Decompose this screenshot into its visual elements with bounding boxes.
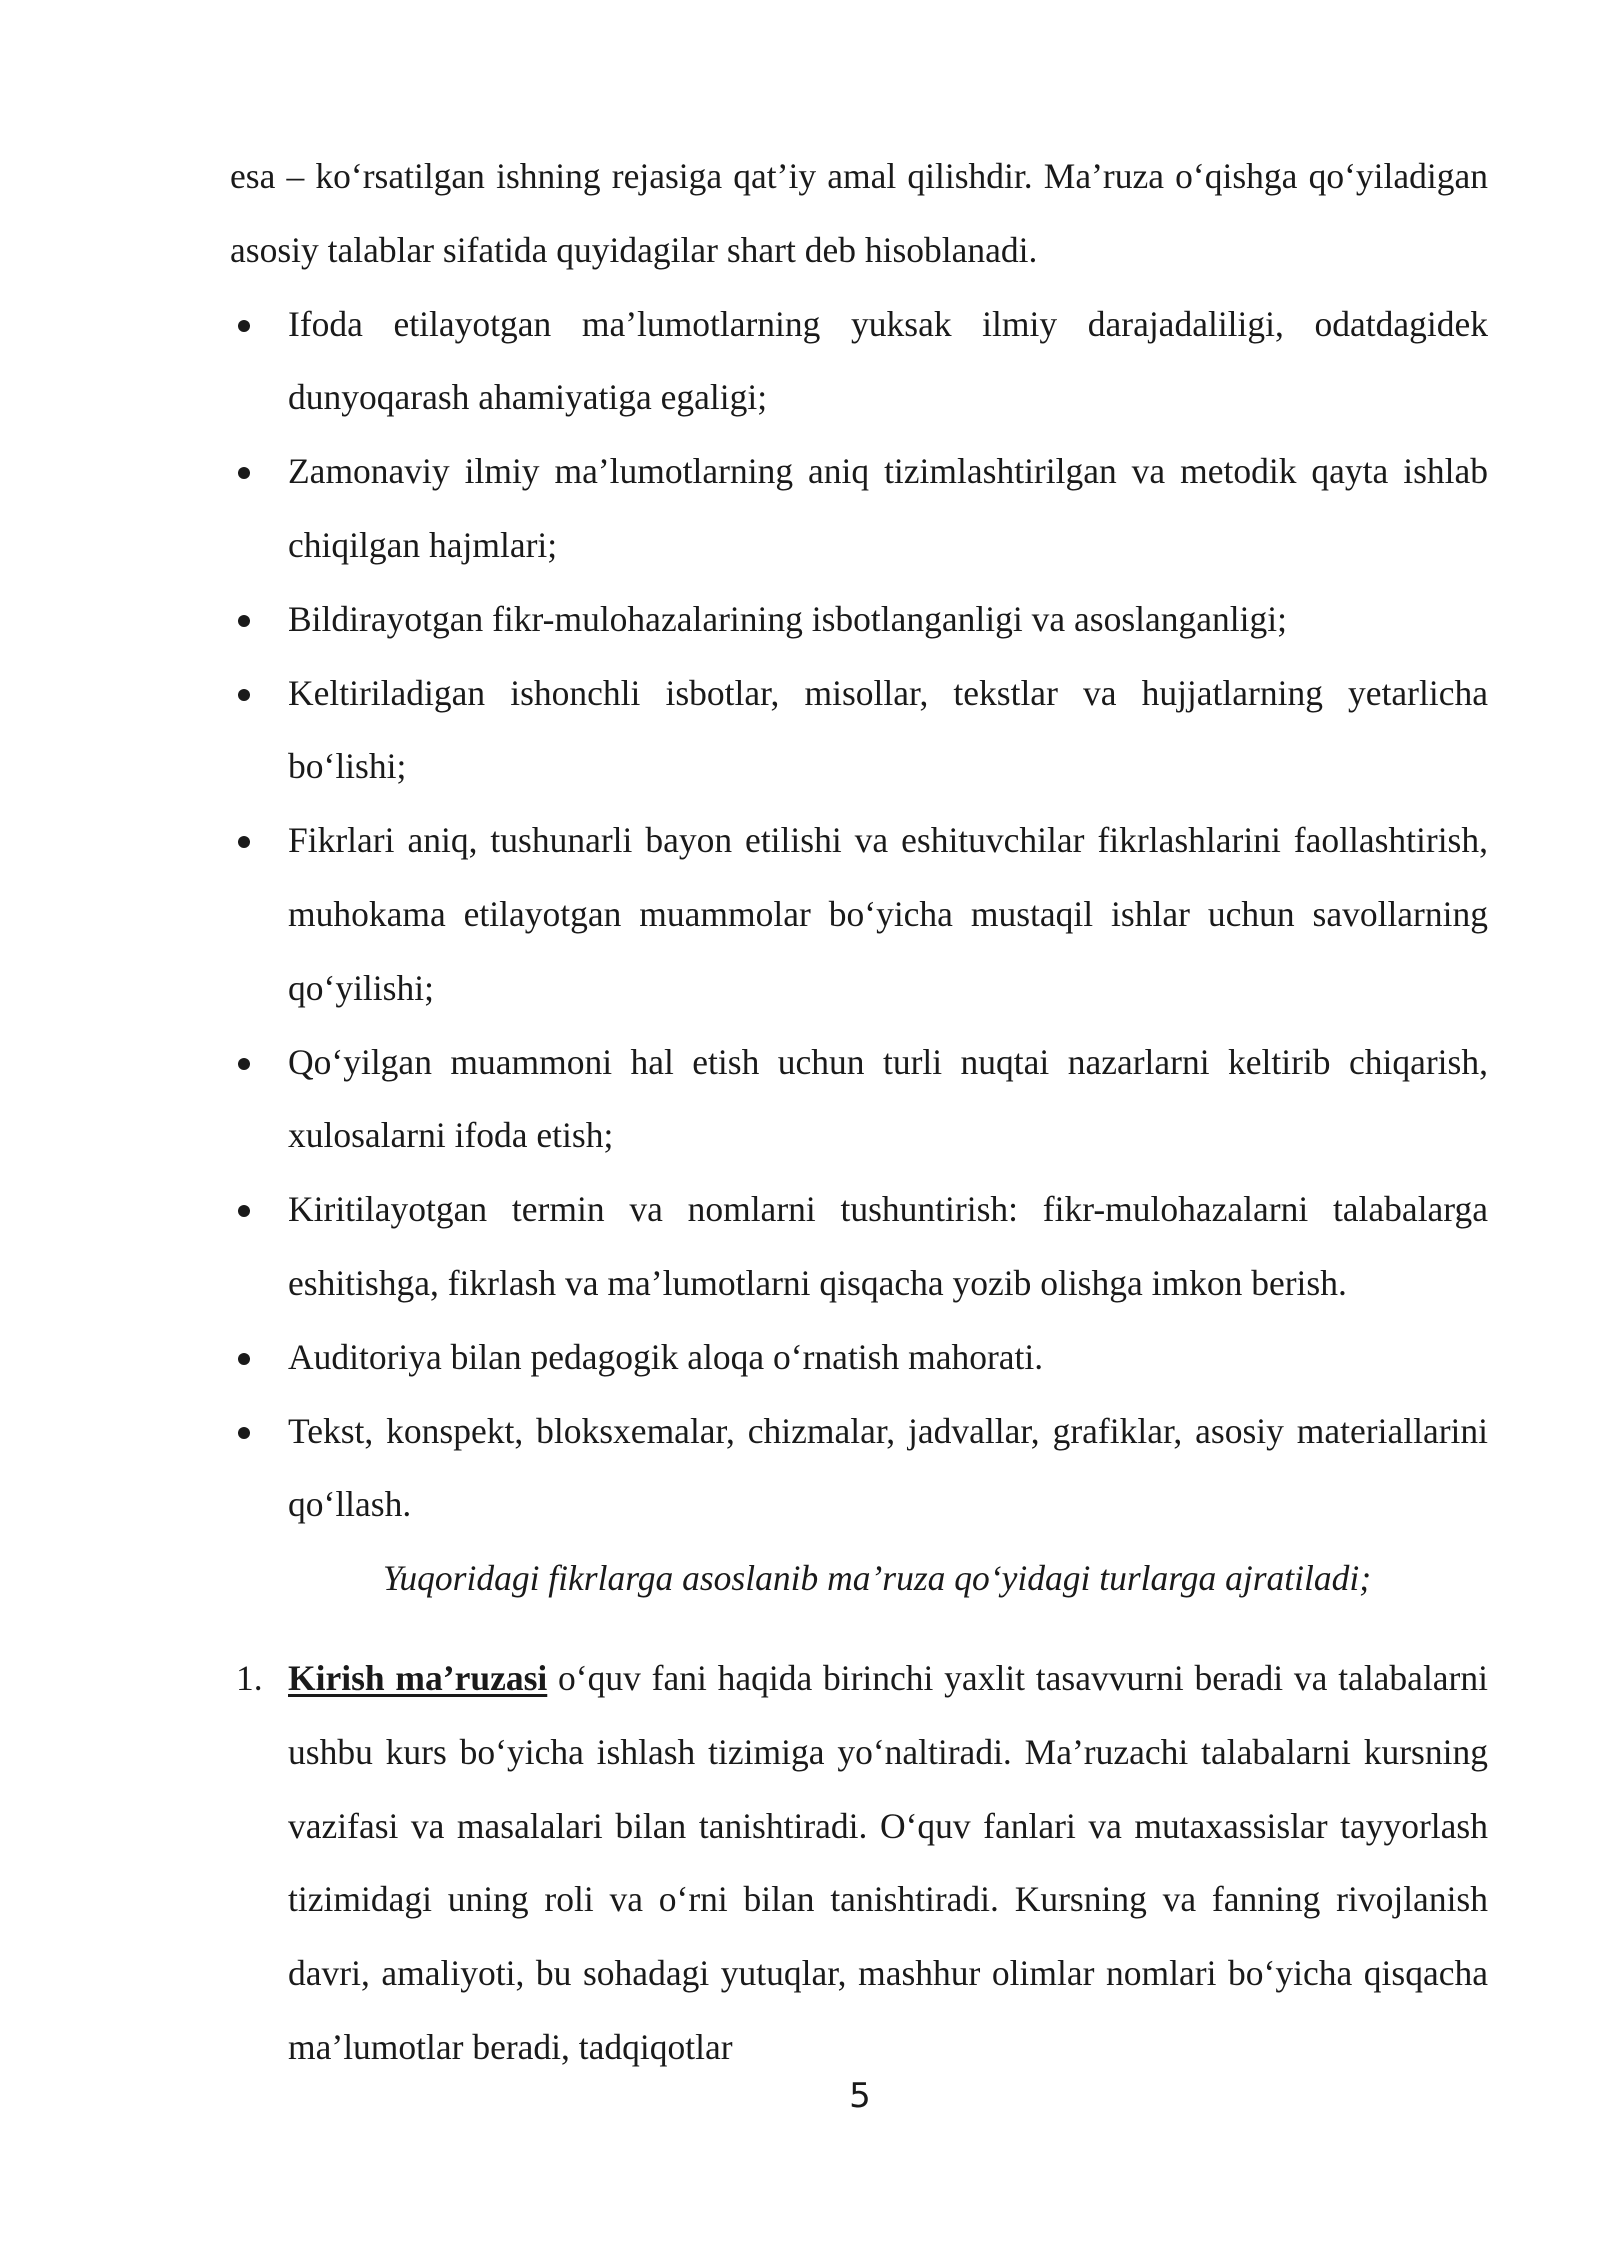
page-number: 5: [849, 2076, 871, 2116]
bullet-icon: [238, 467, 250, 479]
bullet-icon: [238, 1353, 250, 1365]
bullet-icon: [238, 615, 250, 627]
list-item: [230, 804, 1488, 1025]
list-item: [230, 1026, 1488, 1174]
item-number: 1.: [236, 1657, 263, 1698]
list-item-text: Tekst, konspekt, bloksxemalar, chizmalar, jadvallar, grafiklar, asosiy materiallarini qo‘llash.: [288, 1410, 1488, 1525]
requirements-list: [230, 288, 1488, 1543]
bullet-icon: [238, 689, 250, 701]
list-item-text: Zamonaviy ilmiy ma’lumotlarning aniq tizimlashtirilgan va metodik qayta ishlab chiqilgan hajmlari;: [288, 451, 1488, 565]
bullet-icon: [238, 836, 250, 848]
list-item: [230, 435, 1488, 583]
bullet-icon: [238, 1427, 250, 1439]
list-item: [230, 1173, 1488, 1321]
list-item: [230, 583, 1488, 657]
summary-line: Yuqoridagi fikrlarga asoslanib ma’ruza qo‘yidagi turlarga ajratiladi;: [382, 1558, 1372, 1599]
list-item-text: Auditoriya bilan pedagogik aloqa o‘rnatish mahorati.: [288, 1336, 1044, 1377]
term-label: Kirish ma’ruzasi: [288, 1657, 548, 1698]
intro-paragraph: esa – ko‘rsatilgan ishning rejasiga qat’iy amal qilishdir. Ma’ruza o‘qishga qo‘yiladigan asosiy talablar sifatida quyidagilar shart deb hisoblanadi.: [230, 156, 1488, 270]
list-item-text: Kiritilayotgan termin va nomlarni tushuntirish: fikr-mulohazalarni talabalarga eshitishga, fikrlash va ma’lumotlarni qisqacha yozib olishga imkon berish.: [288, 1189, 1488, 1303]
list-item-text: Qo‘yilgan muammoni hal etish uchun turli nuqtai nazarlarni keltirib chiqarish, xulosalarni ifoda etish;: [288, 1041, 1488, 1156]
list-item-text: Keltiriladigan ishonchli isbotlar, misollar, tekstlar va hujjatlarning yetarlicha bo‘lishi;: [288, 672, 1488, 787]
list-item-text: Ifoda etilayotgan ma’lumotlarning yuksak ilmiy darajadaliligi, odatdagidek dunyoqarash ahamiyatiga egaligi;: [288, 303, 1488, 418]
bullet-icon: [238, 1205, 250, 1217]
list-item: [230, 1321, 1488, 1395]
bullet-icon: [238, 320, 250, 332]
bullet-icon: [238, 1058, 250, 1070]
item-text: o‘quv fani haqida birinchi yaxlit tasavvurni beradi va talabalarni ushbu kurs bo‘yicha ishlash tizimiga yo‘naltiradi. Ma’ruzachi talabalarni kursning vazifasi va masalalari bilan tanishtiradi. O‘quv fanlari va mutaxassislar tayyorlash tizimidagi uning roli va o‘rni bilan tanishtiradi. Kursning va fanning rivojlanish davri, amaliyoti, bu sohadagi yutuqlar, mashhur olimlar nomlari bo‘yicha qisqacha ma’lumotlar beradi, tadqiqotlar: [288, 1657, 1488, 2067]
numbered-item: [230, 1642, 1488, 2085]
document-body: [230, 140, 1488, 2085]
list-item: [230, 657, 1488, 805]
lecture-types-list: [230, 1642, 1488, 2085]
list-item: [230, 1395, 1488, 1543]
list-item: [230, 288, 1488, 436]
list-item-text: Bildirayotgan fikr-mulohazalarining isbotlanganligi va asoslanganligi;: [288, 598, 1287, 639]
list-item-text: Fikrlari aniq, tushunarli bayon etilishi va eshituvchilar fikrlashlarini faollashtirish, muhokama etilayotgan muammolar bo‘yicha mustaqil ishlar uchun savollarning qo‘yilishi;: [288, 820, 1488, 1008]
